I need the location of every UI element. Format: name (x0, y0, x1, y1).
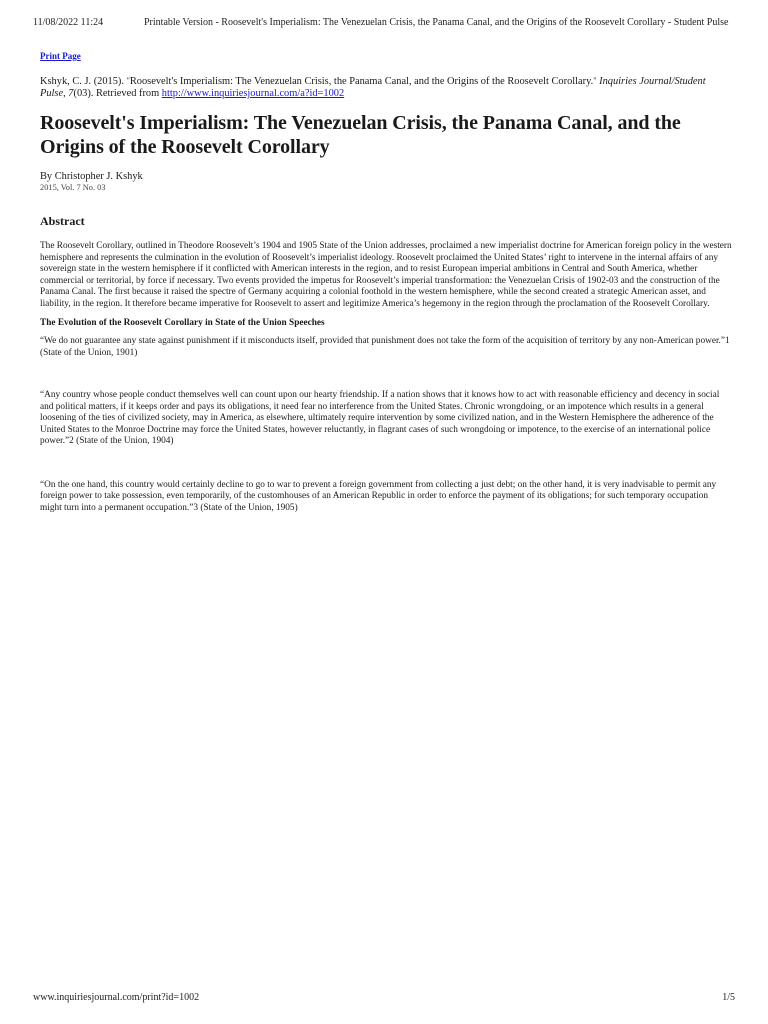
abstract-heading: Abstract (40, 214, 85, 228)
citation-close-quote: " (593, 76, 597, 85)
print-page-number: 1/5 (722, 992, 735, 1003)
citation-journal: Inquiries Journal/Student Pulse (40, 76, 706, 99)
print-datetime: 11/08/2022 11:24 (33, 17, 104, 28)
abstract-text: The Roosevelt Corollary, outlined in Theodore Roosevelt’s 1904 and 1905 State of the Union addresses, proclaimed a new imperialist doctrine for American foreign policy in the western hemisphere and represents the culmination in the evolution of Roosevelt’s imperialist ideology. Roosevelt proclaimed the United States’ right to intervene in the internal affairs of any sovereign state in the western hemisphere if it conflicted with American interests in the region, and to resist European imperial ambitions in Central and South America, whether commercial or territorial, by force if necessary. Two events provided the impetus for Roosevelt’s imperial transformation: the Venezuelan Crisis of 1902-03 and the construction of the Panama Canal. The first because it raised the spectre of Germany acquiring a colonial foothold in the western hemisphere, while the second created a strategic American asset, and liability, in the region. It therefore became imperative for Roosevelt to assert and legitimize America’s hegemony in the region through the proclamation of the Roosevelt Corollary. (40, 241, 732, 309)
citation-issue-retrieved: (03). Retrieved from (73, 88, 162, 99)
quote-1904: “Any country whose people conduct themselves well can count upon our hearty friendship. If a nation shows that it knows how to act with reasonable efficiency and decency in social and political matters, if it keeps order and pays its obligations, it need fear no interference from the United States. Chronic wrongdoing, or an impotence which results in a general loosening of the ties of civilized society, may in America, as elsewhere, ultimately require intervention by some civilized nation, and in the Western Hemisphere the adherence of the United States to the Monroe Doctrine may force the United States, however reluctantly, in flagrant cases of such wrongdoing or impotence, to the exercise of an international police power.”2 (State of the Union, 1904) (40, 390, 720, 446)
citation (40, 75, 732, 100)
print-footer-url: www.inquiriesjournal.com/print?id=1002 (33, 992, 200, 1003)
article-title: Roosevelt's Imperialism: The Venezuelan Crisis, the Panama Canal, and the Origins of the Roosevelt Corollary (40, 112, 681, 158)
byline: By Christopher J. Kshyk (40, 171, 143, 182)
print-page-link[interactable]: Print Page (40, 51, 81, 61)
quote-1901: “We do not guarantee any state against punishment if it misconducts itself, provided that punishment does not take the form of the acquisition of territory by any non-American power.”1 (State of the Union, 1901) (40, 336, 730, 358)
citation-volume: 7 (68, 88, 74, 99)
citation-journal-suffix: , (63, 88, 69, 99)
section-heading: The Evolution of the Roosevelt Corollary in State of the Union Speeches (40, 318, 325, 328)
citation-authors-year: Kshyk, C. J. (2015). (40, 76, 127, 87)
article-content (40, 46, 732, 514)
citation-open-quote: " (126, 76, 130, 85)
issue-info: 2015, Vol. 7 No. 03 (40, 183, 106, 192)
print-document-title: Printable Version - Roosevelt's Imperialism: The Venezuelan Crisis, the Panama Canal, and the Origins of the Roosevelt Corollary - Student Pulse (144, 17, 729, 28)
citation-url-link[interactable]: http://www.inquiriesjournal.com/a?id=1002 (161, 88, 345, 99)
citation-article: Roosevelt's Imperialism: The Venezuelan Crisis, the Panama Canal, and the Origins of the Roosevelt Corollary. (129, 76, 594, 87)
quote-1905: “On the one hand, this country would certainly decline to go to war to prevent a foreign government from collecting a just debt; on the other hand, it is very inadvisable to permit any foreign power to take possession, even temporarily, of the customhouses of an American Republic in order to enforce the payment of its obligations; for such temporary occupation might turn into a permanent occupation.”3 (State of the Union, 1905) (40, 479, 717, 513)
